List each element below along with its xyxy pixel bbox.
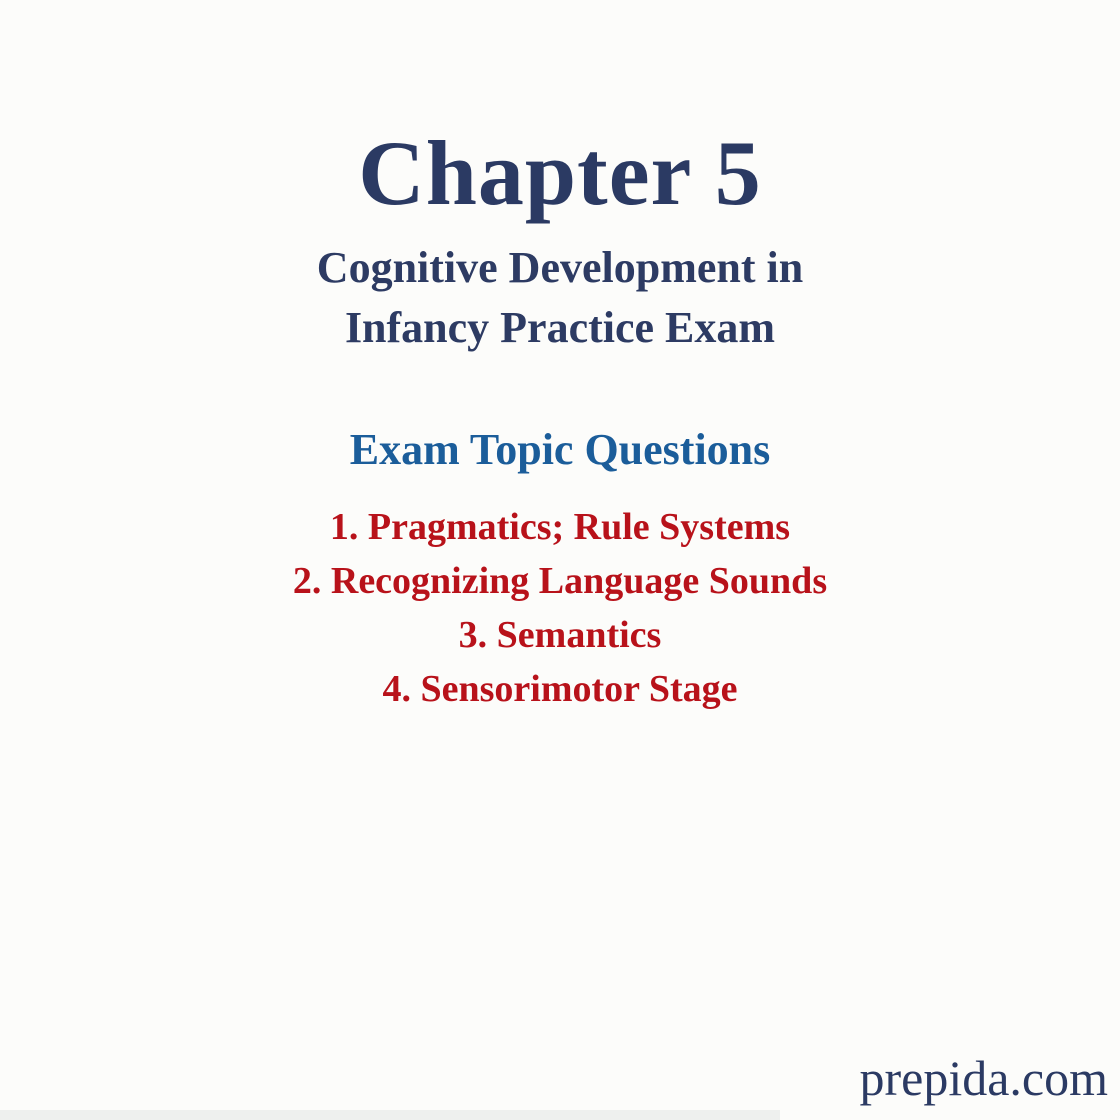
- exam-topic-list: [0, 500, 1120, 716]
- subtitle-line-2: Infancy Practice Exam: [344, 303, 776, 352]
- exam-topics-heading: Exam Topic Questions: [349, 425, 771, 474]
- topic-item-sensorimotor: 4. Sensorimotor Stage: [382, 668, 738, 710]
- topic-item-language-sounds: 2. Recognizing Language Sounds: [292, 560, 828, 602]
- bottom-divider: [0, 1110, 780, 1120]
- site-brand-text: prepida.com: [859, 1050, 1108, 1106]
- topic-item-semantics: 3. Semantics: [458, 614, 662, 656]
- topic-item-pragmatics: 1. Pragmatics; Rule Systems: [329, 506, 791, 548]
- chapter-title: Chapter 5: [358, 122, 762, 224]
- subtitle-line-1: Cognitive Development in: [316, 243, 804, 292]
- chapter-subtitle: [0, 238, 1120, 358]
